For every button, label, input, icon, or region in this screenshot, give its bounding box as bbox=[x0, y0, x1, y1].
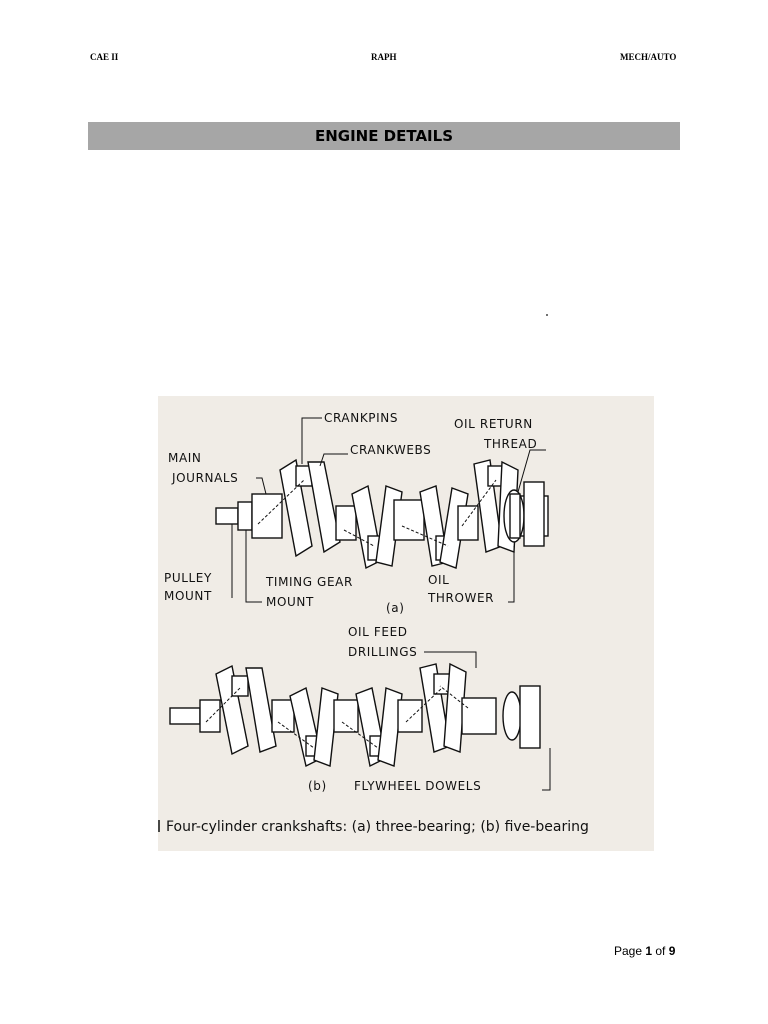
footer-current-page: 1 bbox=[645, 944, 653, 958]
label-oil-feed: OIL FEED bbox=[348, 625, 408, 639]
header-right: MECH/AUTO bbox=[620, 52, 677, 62]
label-thread: THREAD bbox=[484, 437, 538, 451]
label-timing-gear: TIMING GEAR bbox=[266, 575, 353, 589]
main-journal-5-b bbox=[462, 698, 496, 734]
header-center: RAPH bbox=[371, 52, 397, 62]
label-drillings: DRILLINGS bbox=[348, 645, 418, 659]
leader-oil-thrower bbox=[508, 546, 514, 602]
label-flywheel-dowels: FLYWHEEL DOWELS bbox=[354, 779, 482, 793]
leader-flywheel-dowels bbox=[542, 748, 550, 790]
main-journal-center-a bbox=[394, 500, 424, 540]
label-thrower: THROWER bbox=[428, 591, 495, 605]
pulley-mount-stub-a bbox=[216, 508, 238, 524]
crankshaft-figure bbox=[158, 396, 654, 851]
main-journal-2-b bbox=[272, 700, 294, 732]
page-title: ENGINE DETAILS bbox=[314, 127, 454, 145]
footer-prefix: Page bbox=[614, 944, 646, 958]
pulley-mount-stub-b bbox=[170, 708, 200, 724]
label-b: (b) bbox=[308, 779, 327, 793]
label-oil: OIL bbox=[428, 573, 450, 587]
leader-timing-gear bbox=[246, 530, 262, 602]
timing-gear-mount-a bbox=[238, 502, 252, 530]
label-journals: JOURNALS bbox=[172, 471, 239, 485]
label-pulley: PULLEY bbox=[164, 571, 212, 585]
leader-main-journals bbox=[256, 478, 266, 494]
oil-thrower-b bbox=[503, 692, 521, 740]
stray-dot bbox=[546, 314, 548, 316]
header-left: CAE II bbox=[90, 52, 119, 62]
flywheel-flange-a bbox=[524, 482, 544, 546]
label-mount-pulley: MOUNT bbox=[164, 589, 212, 603]
figure-caption: Four-cylinder crankshafts: (a) three-bearing; (b) five-bearing bbox=[166, 819, 589, 835]
label-crankpins: CRANKPINS bbox=[324, 411, 399, 425]
label-mount-timing: MOUNT bbox=[266, 595, 314, 609]
label-main: MAIN bbox=[168, 451, 202, 465]
main-journal-1-b bbox=[200, 700, 220, 732]
label-crankwebs: CRANKWEBS bbox=[350, 443, 432, 457]
footer-of: of bbox=[652, 944, 669, 958]
crankshaft-diagram bbox=[158, 396, 654, 851]
oil-return-thread-a bbox=[510, 494, 520, 538]
main-journal-mid2-a bbox=[458, 506, 478, 540]
label-a: (a) bbox=[386, 601, 405, 615]
crankweb-a2 bbox=[308, 462, 340, 552]
label-oil-return: OIL RETURN bbox=[454, 417, 533, 431]
page-footer bbox=[614, 944, 675, 958]
flywheel-flange-b bbox=[520, 686, 540, 748]
footer-total-pages: 9 bbox=[668, 944, 676, 958]
main-journal-3-b bbox=[334, 700, 358, 732]
leader-crankpins bbox=[302, 418, 322, 464]
title-bar bbox=[88, 122, 680, 150]
main-journal-4-b bbox=[398, 700, 422, 732]
